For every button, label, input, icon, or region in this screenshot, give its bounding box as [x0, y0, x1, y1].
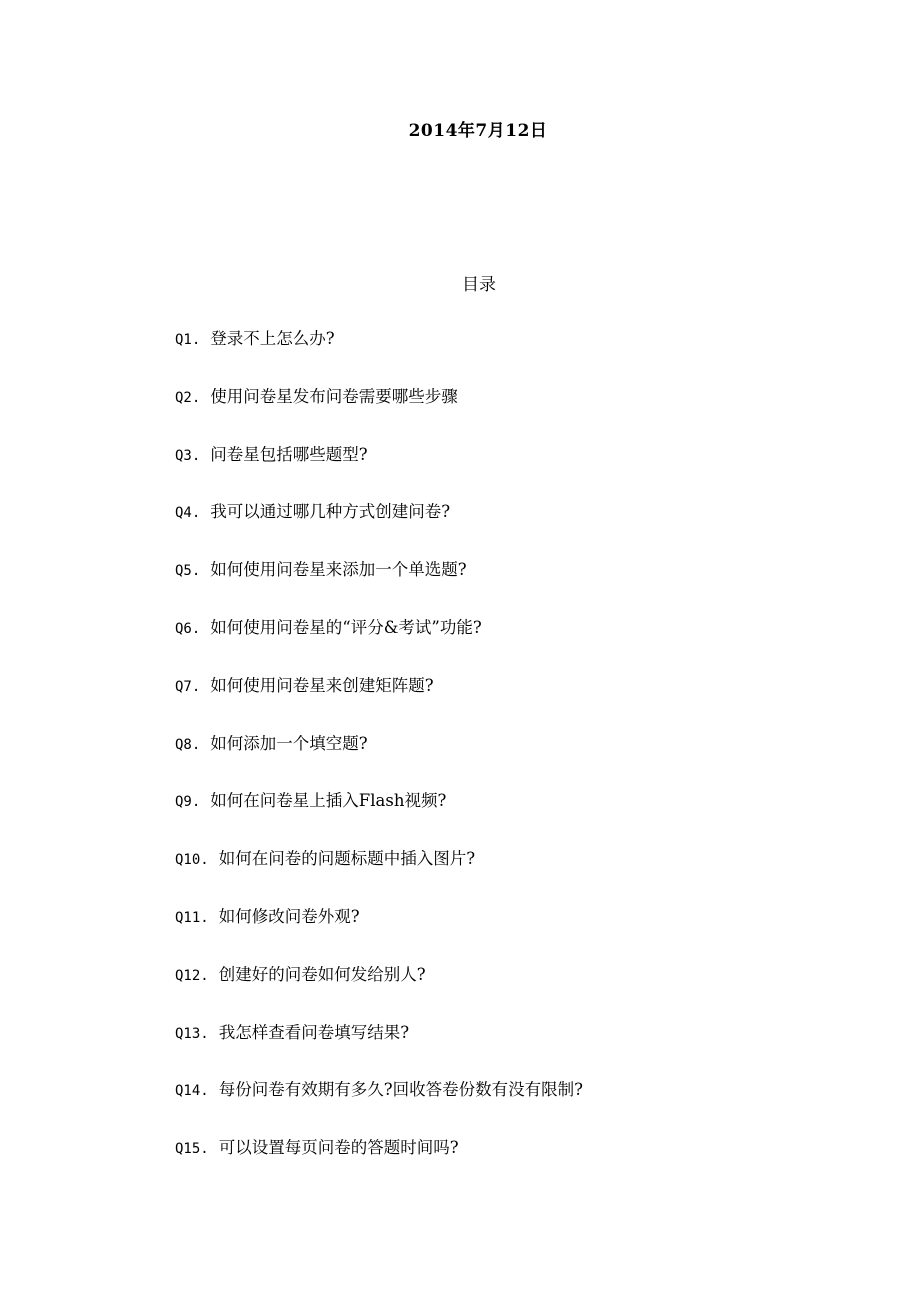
toc-item-text: 如何添加一个填空题? — [210, 733, 368, 753]
toc-item-text: 创建好的问卷如何发给别人? — [218, 964, 426, 984]
toc-item-number: Q14. — [175, 1083, 209, 1100]
toc-item-q6 — [175, 617, 583, 675]
toc-item-number: Q5. — [175, 563, 201, 580]
toc-item-q7 — [175, 675, 583, 733]
toc-item-text: 如何使用问卷星的“评分&考试”功能? — [210, 617, 482, 637]
toc-item-number: Q10. — [175, 852, 209, 869]
toc-item-number: Q8. — [175, 736, 201, 753]
toc-item-number: Q1. — [175, 332, 201, 348]
toc-item-q13 — [175, 1022, 583, 1080]
toc-item-q5 — [175, 559, 583, 617]
toc-title: 目录 — [462, 275, 496, 295]
toc-item-number: Q12. — [175, 967, 209, 984]
toc-item-number: Q11. — [175, 909, 209, 926]
toc-item-text: 问卷星包括哪些题型? — [210, 444, 368, 464]
toc-item-text: 如何使用问卷星来创建矩阵题? — [210, 675, 434, 695]
toc-item-q10 — [175, 848, 583, 906]
toc-item-text: 每份问卷有效期有多久?回收答卷份数有没有限制? — [218, 1080, 583, 1100]
toc-item-text: 我可以通过哪几种方式创建问卷? — [210, 502, 451, 522]
toc-item-number: Q9. — [175, 794, 201, 811]
toc-item-number: Q6. — [175, 620, 201, 637]
toc-item-text: 如何使用问卷星来添加一个单选题? — [210, 560, 467, 580]
toc-item-number: Q15. — [175, 1141, 209, 1158]
toc-item-q3 — [175, 444, 583, 502]
toc-item-q2 — [175, 386, 583, 444]
toc-item-text: 可以设置每页问卷的答题时间吗? — [218, 1138, 459, 1158]
toc-item-q9 — [175, 790, 583, 848]
toc-item-number: Q7. — [175, 678, 201, 695]
toc-item-text: 如何修改问卷外观? — [218, 906, 360, 926]
toc-item-q8 — [175, 733, 583, 791]
toc-item-number: Q4. — [175, 505, 201, 522]
toc-item-q15 — [175, 1137, 583, 1195]
toc-item-text: 使用问卷星发布问卷需要哪些步骤 — [210, 386, 458, 406]
toc-item-q14 — [175, 1079, 583, 1137]
toc-item-text: 登录不上怎么办? — [210, 329, 335, 348]
toc-item-q11 — [175, 906, 583, 964]
document-date: 2014年7月12日 — [408, 121, 548, 141]
toc-item-text: 如何在问卷星上插入Flash视频? — [210, 791, 447, 811]
toc-item-number: Q3. — [175, 447, 201, 464]
toc-item-text: 如何在问卷的问题标题中插入图片? — [218, 849, 476, 869]
toc-list — [175, 328, 583, 1195]
toc-item-text: 我怎样查看问卷填写结果? — [218, 1022, 410, 1042]
toc-item-q1 — [175, 328, 583, 386]
toc-item-q4 — [175, 501, 583, 559]
toc-item-number: Q13. — [175, 1025, 209, 1042]
toc-item-number: Q2. — [175, 389, 201, 406]
toc-item-q12 — [175, 964, 583, 1022]
